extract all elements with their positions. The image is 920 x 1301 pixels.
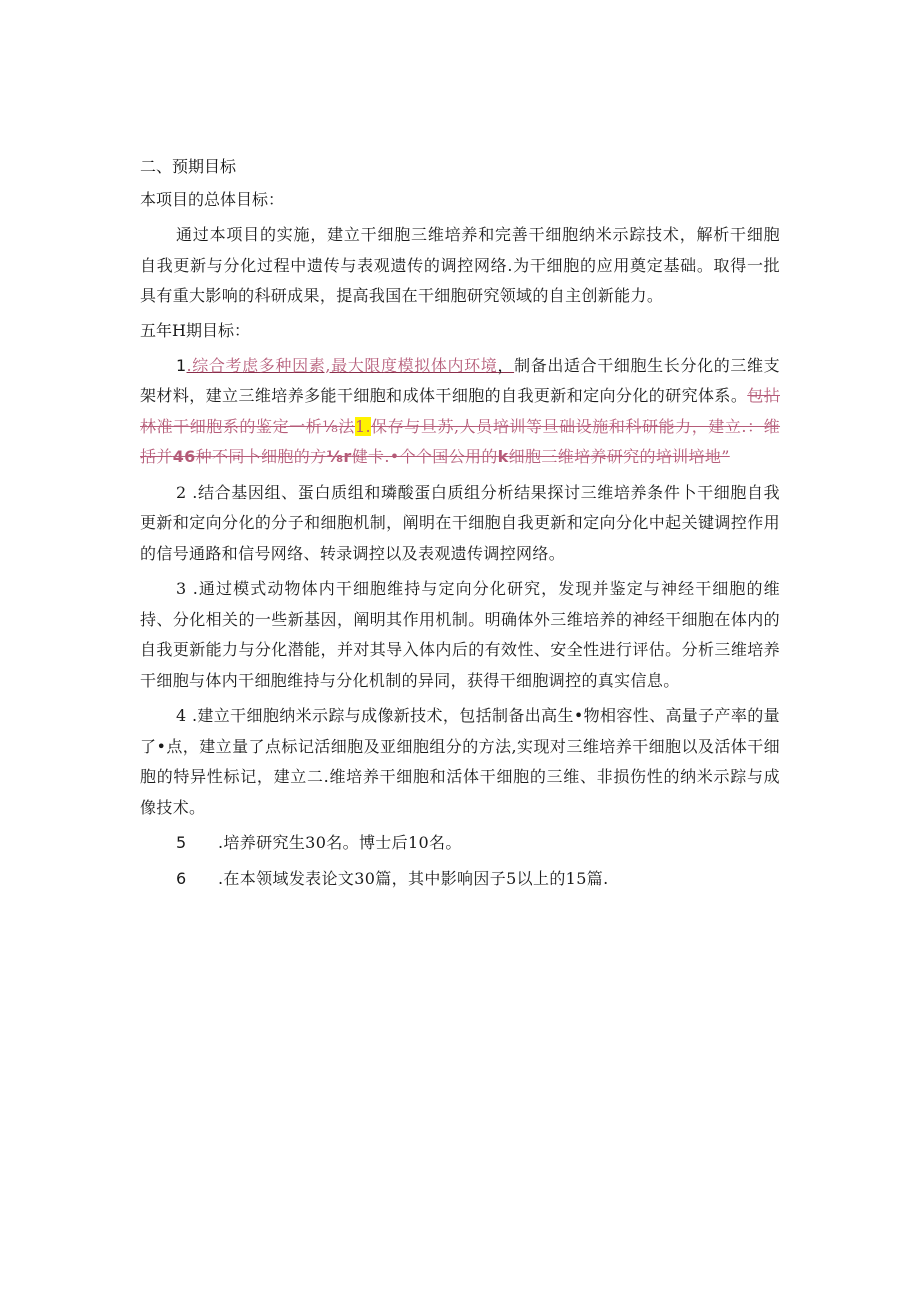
document-body [140, 152, 780, 899]
section-heading: 二、预期目标 [140, 157, 237, 176]
revision-deleted-4: 健卡.•个个国公用的 [351, 447, 498, 466]
goal-item-1-body: 制备出适合干细胞生长分化的三维支架材料，建立三维培养多能干细胞和成体干细胞的自我更新和定向分化的研究体系。 [140, 355, 780, 405]
overall-goal-label: 本项目的总体目标： [140, 190, 285, 209]
goal-item-5-number: 5 [176, 833, 187, 852]
goal-item-6-text: .在本领域发表论文30篇，其中影响因子5以上的15篇. [218, 868, 609, 888]
revision-insert-comma: ， [497, 355, 515, 375]
goal-item-4: 4 .建立干细胞纳米示踪与成像新技术，包括制备出高生•物相容性、高量子产率的量了•点，建立量了点标记活细胞及亚细胞组分的方法,实现对三维培养干细胞以及活体干细胞的特异性标记，建立二.维培养干细胞和活体干细胞的三维、非损伤性的纳米示踪与成像技术。 [140, 706, 780, 817]
revision-deleted-bold: 46 [172, 447, 196, 466]
revision-deleted-bold-3: k [497, 447, 509, 466]
goal-item-2: 2 .结合基因组、蛋白质组和璘酸蛋白质组分析结果探讨三维培养条件卜干细胞自我更新和定向分化的分子和细胞机制，阐明在干细胞自我更新和定向分化中起关键调控作用的信号通路和信号网络、转录调控以及表观遗传调控网络。 [140, 482, 780, 563]
revision-deleted-1: 包拈林准干细胞系的鉴定一析⅛法 [140, 386, 780, 436]
revision-deleted-5: 细胞三维培养研究的培训培地” [508, 447, 730, 466]
goal-item-6-number: 6 [176, 868, 187, 888]
goal-item-1-number: 1 [176, 355, 187, 375]
revision-insert: .综合考虑多种因素,最大限度模拟体内环境 [186, 355, 498, 375]
five-year-goal-label: 五年H期目标： [140, 320, 250, 340]
highlighted-marker: 1. [354, 416, 371, 436]
overall-goal-text: 通过本项目的实施，建立干细胞三维培养和完善干细胞纳米示踪技术，解析干细胞自我更新与分化过程中遗传与表观遗传的调控网络.为干细胞的应用奠定基础。取得一批具有重大影响的科研成果，提高我国在干细胞研究领域的自主创新能力。 [140, 225, 780, 305]
goal-item-5-text: .培养研究生30名。博士后10名。 [218, 833, 462, 852]
goal-item-1 [140, 351, 780, 473]
goal-item-6 [140, 864, 780, 895]
revision-deleted-2: 保存与旦苏,人员培训等旦础设施和科研能力，建立.：维括并 [140, 416, 781, 466]
goal-item-5 [140, 828, 780, 859]
revision-deleted-bold-2: ⅛r [326, 447, 352, 466]
revision-deleted-3: 种不同卜细胞的方 [195, 447, 327, 466]
goal-item-3: 3 .通过模式动物体内干细胞维持与定向分化研究，发现并鉴定与神经干细胞的维持、分化相关的一些新基因，阐明其作用机制。明确体外三维培养的神经干细胞在体内的自我更新能力与分化潜能，并对其导入体内后的有效性、安全性进行评估。分析三维培养干细胞与体内干细胞维持与分化机制的异同，获得干细胞调控的真实信息。 [140, 579, 780, 690]
